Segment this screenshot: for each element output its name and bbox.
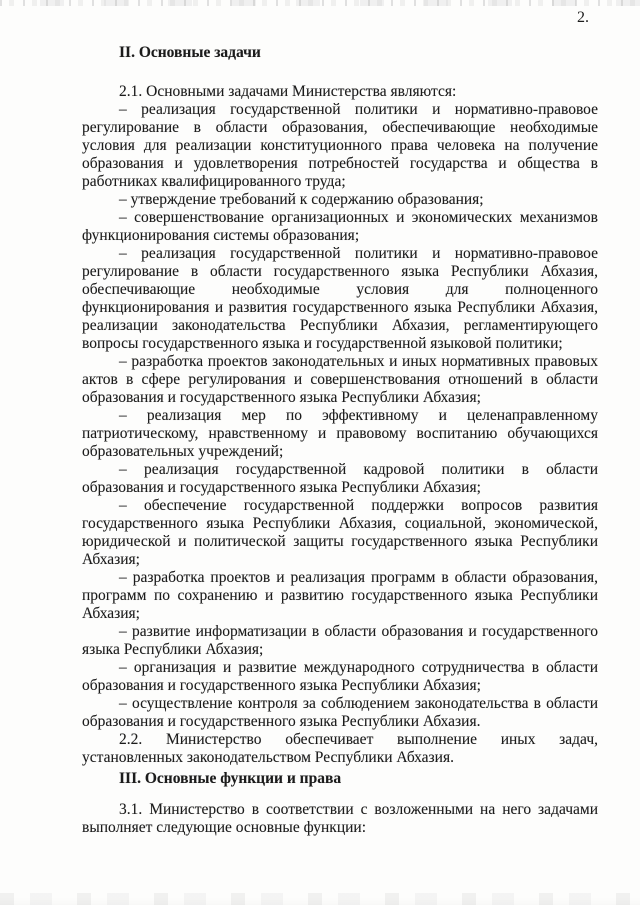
task-item: – реализация мер по эффективному и целенаправленному патриотическому, нравственному и правовому воспитанию обучающихся образовательных учреждений;	[82, 407, 598, 460]
task-item: – реализация государственной политики и нормативно-правовое регулирование в области образования, обеспечивающие необходимые условия для реализации конституционного права человека на получение образования и удовлетворения потребностей государства и общества в работниках квалифицированного труда;	[82, 101, 598, 190]
scan-artifact-top	[0, 0, 640, 6]
paragraph-2-2: 2.2. Министерство обеспечивает выполнение иных задач, установленных законодательством Республики Абхазия.	[82, 731, 598, 766]
task-item: – совершенствование организационных и экономических механизмов функционирования системы образования;	[82, 209, 598, 244]
section-heading-iii: III. Основные функции и права	[119, 770, 342, 787]
paragraph-2-1: 2.1. Основными задачами Министерства являются:	[119, 83, 457, 100]
document-content	[82, 44, 598, 837]
task-item: – обеспечение государственной поддержки вопросов развития государственного языка Республики Абхазия, социальной, экономической, юридической и политической защиты государственного языка Республики Абхазия;	[82, 497, 598, 568]
task-item: – разработка проектов законодательных и иных нормативных правовых актов в сфере регулирования и совершенствования отношений в области образования и государственного языка Республики Абхазия;	[82, 353, 598, 406]
page-number: 2.	[577, 9, 589, 26]
task-item: – утверждение требований к содержанию образования;	[119, 191, 484, 208]
paragraph-3-1: 3.1. Министерство в соответствии с возложенными на него задачами выполняет следующие основные функции:	[82, 801, 598, 836]
task-item: – развитие информатизации в области образования и государственного языка Республики Абхазия;	[82, 623, 598, 658]
scan-artifact-bottom	[0, 893, 640, 905]
task-item: – осуществление контроля за соблюдением законодательства в области образования и государственного языка Республики Абхазия.	[82, 695, 598, 730]
task-item: – разработка проектов и реализация программ в области образования, программ по сохранению и развитию государственного языка Республики Абхазия;	[82, 569, 598, 622]
task-item: – реализация государственной политики и нормативно-правовое регулирование в области государственного языка Республики Абхазия, обеспечивающие необходимые условия для полноценного функционирования и развития государственного языка Республики Абхазия, реализации законодательства Республики Абхазия, регламентирующего вопросы государственного языка и государственной языковой политики;	[82, 245, 598, 352]
task-item: – организация и развитие международного сотрудничества в области образования и государственного языка Республики Абхазия;	[82, 659, 598, 694]
task-item: – реализация государственной кадровой политики в области образования и государственного языка Республики Абхазия;	[82, 461, 598, 496]
section-heading-ii: II. Основные задачи	[119, 44, 261, 61]
